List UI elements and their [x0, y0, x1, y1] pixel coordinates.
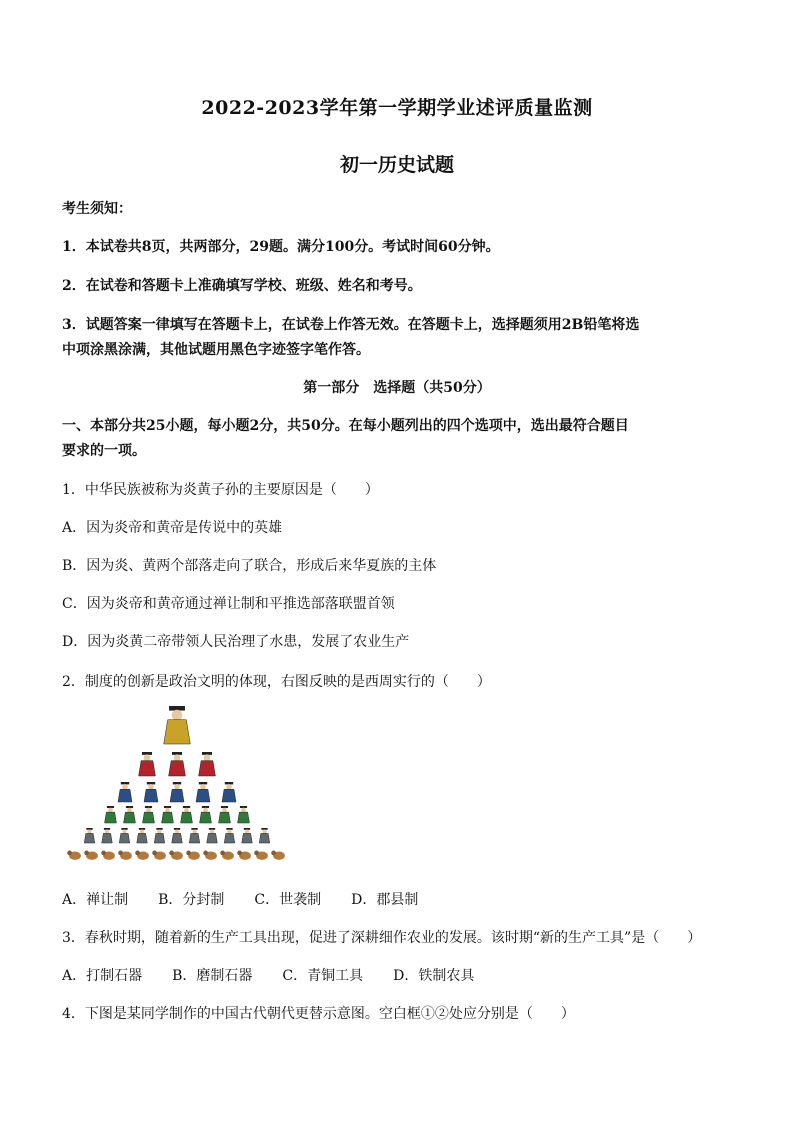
q3-option-b: B．磨制石器: [172, 968, 253, 984]
hierarchy-figure: [162, 806, 174, 823]
part1-heading: 第一部分 选择题（共50分）: [303, 380, 491, 396]
q1-stem: 1．中华民族被称为炎黄子孙的主要原因是（ ）: [62, 482, 379, 498]
hierarchy-figure: [170, 782, 184, 802]
q3-option-c: C．青铜工具: [282, 968, 364, 984]
hierarchy-figure: [67, 851, 81, 860]
q1-option-a: A．因为炎帝和黄帝是传说中的英雄: [62, 520, 283, 536]
hierarchy-figure: [200, 806, 212, 823]
q3-options: [62, 966, 732, 986]
hierarchy-figure: [84, 851, 98, 860]
hierarchy-figure: [124, 806, 136, 823]
notice-heading: 考生须知：: [62, 201, 132, 217]
hierarchy-figure: [271, 851, 285, 860]
notice-item-3: 3．试题答案一律填写在答题卡上，在试卷上作答无效。在答题卡上，选择题须用2B铅笔将选: [62, 317, 640, 333]
hierarchy-figure: [137, 828, 148, 843]
q2-option-d: D．郡县制: [351, 892, 419, 908]
notice-item-3-cont: 中项涂黑涂满，其他试题用黑色字迹签字笔作答。: [62, 342, 370, 358]
hierarchy-figure: [224, 828, 235, 843]
hierarchy-figure: [238, 806, 250, 823]
hierarchy-figure: [203, 851, 217, 860]
q3-option-a: A．打制石器: [62, 968, 143, 984]
hierarchy-figure: [219, 806, 231, 823]
hierarchy-figure: [259, 828, 270, 843]
hierarchy-figure: [199, 752, 216, 776]
hierarchy-figure: [143, 806, 155, 823]
hierarchy-figure: [105, 806, 117, 823]
q2-option-a: A．禅让制: [62, 892, 129, 908]
hierarchy-figure: [172, 828, 183, 843]
hierarchy-figure: [189, 828, 200, 843]
q1-option-c: C．因为炎帝和黄帝通过禅让制和平推选部落联盟首领: [62, 596, 395, 612]
q3-option-d: D．铁制农具: [393, 968, 475, 984]
hierarchy-figure: [139, 752, 156, 776]
part1-instruction: 一、本部分共25小题，每小题2分，共50分。在每小题列出的四个选项中，选出最符合题目: [62, 418, 629, 434]
hierarchy-figure: [220, 851, 234, 860]
notice-item-1: 1．本试卷共8页，共两部分，29题。满分100分。考试时间60分钟。: [62, 239, 500, 255]
hierarchy-figure: [101, 851, 115, 860]
hierarchy-figure: [164, 706, 191, 744]
hierarchy-figure: [237, 851, 251, 860]
q2-option-c: C．世袭制: [254, 892, 322, 908]
hierarchy-figure: [119, 828, 130, 843]
hierarchy-figure: [222, 782, 236, 802]
hierarchy-figure: [186, 851, 200, 860]
hierarchy-figure: [242, 828, 253, 843]
hierarchy-figure: [152, 851, 166, 860]
hierarchy-figure: [118, 782, 132, 802]
hierarchy-figure: [169, 752, 186, 776]
page-title: 2022-2023学年第一学期学业述评质量监测: [201, 97, 593, 119]
page-subtitle: 初一历史试题: [339, 154, 454, 176]
hierarchy-figure: [154, 828, 165, 843]
q2-stem: 2．制度的创新是政治文明的体现，右图反映的是西周实行的（ ）: [62, 674, 491, 690]
hierarchy-figure: [102, 828, 113, 843]
q2-option-b: B．分封制: [158, 892, 225, 908]
hierarchy-figure: [118, 851, 132, 860]
q2-options: [62, 890, 732, 910]
hierarchy-figure: [181, 806, 193, 823]
hierarchy-figure: [254, 851, 268, 860]
q4-stem: 4．下图是某同学制作的中国古代朝代更替示意图。空白框①②处应分别是（ ）: [62, 1006, 575, 1022]
hierarchy-figure: [207, 828, 218, 843]
hierarchy-figure: [169, 851, 183, 860]
hierarchy-figure: [144, 782, 158, 802]
q3-stem: 3．春秋时期，随着新的生产工具出现，促进了深耕细作农业的发展。该时期“新的生产工具”是（ ）: [62, 930, 702, 946]
notice-item-2: 2．在试卷和答题卡上准确填写学校、班级、姓名和考号。: [62, 278, 422, 294]
hierarchy-figure: [196, 782, 210, 802]
hierarchy-figure: [135, 851, 149, 860]
part1-instruction-cont: 要求的一项。: [62, 443, 146, 459]
feudal-hierarchy-figure: [62, 706, 292, 866]
q1-option-d: D．因为炎黄二帝带领人民治理了水患，发展了农业生产: [62, 634, 410, 650]
hierarchy-figure: [84, 828, 95, 843]
q1-option-b: B．因为炎、黄两个部落走向了联合，形成后来华夏族的主体: [62, 558, 437, 574]
